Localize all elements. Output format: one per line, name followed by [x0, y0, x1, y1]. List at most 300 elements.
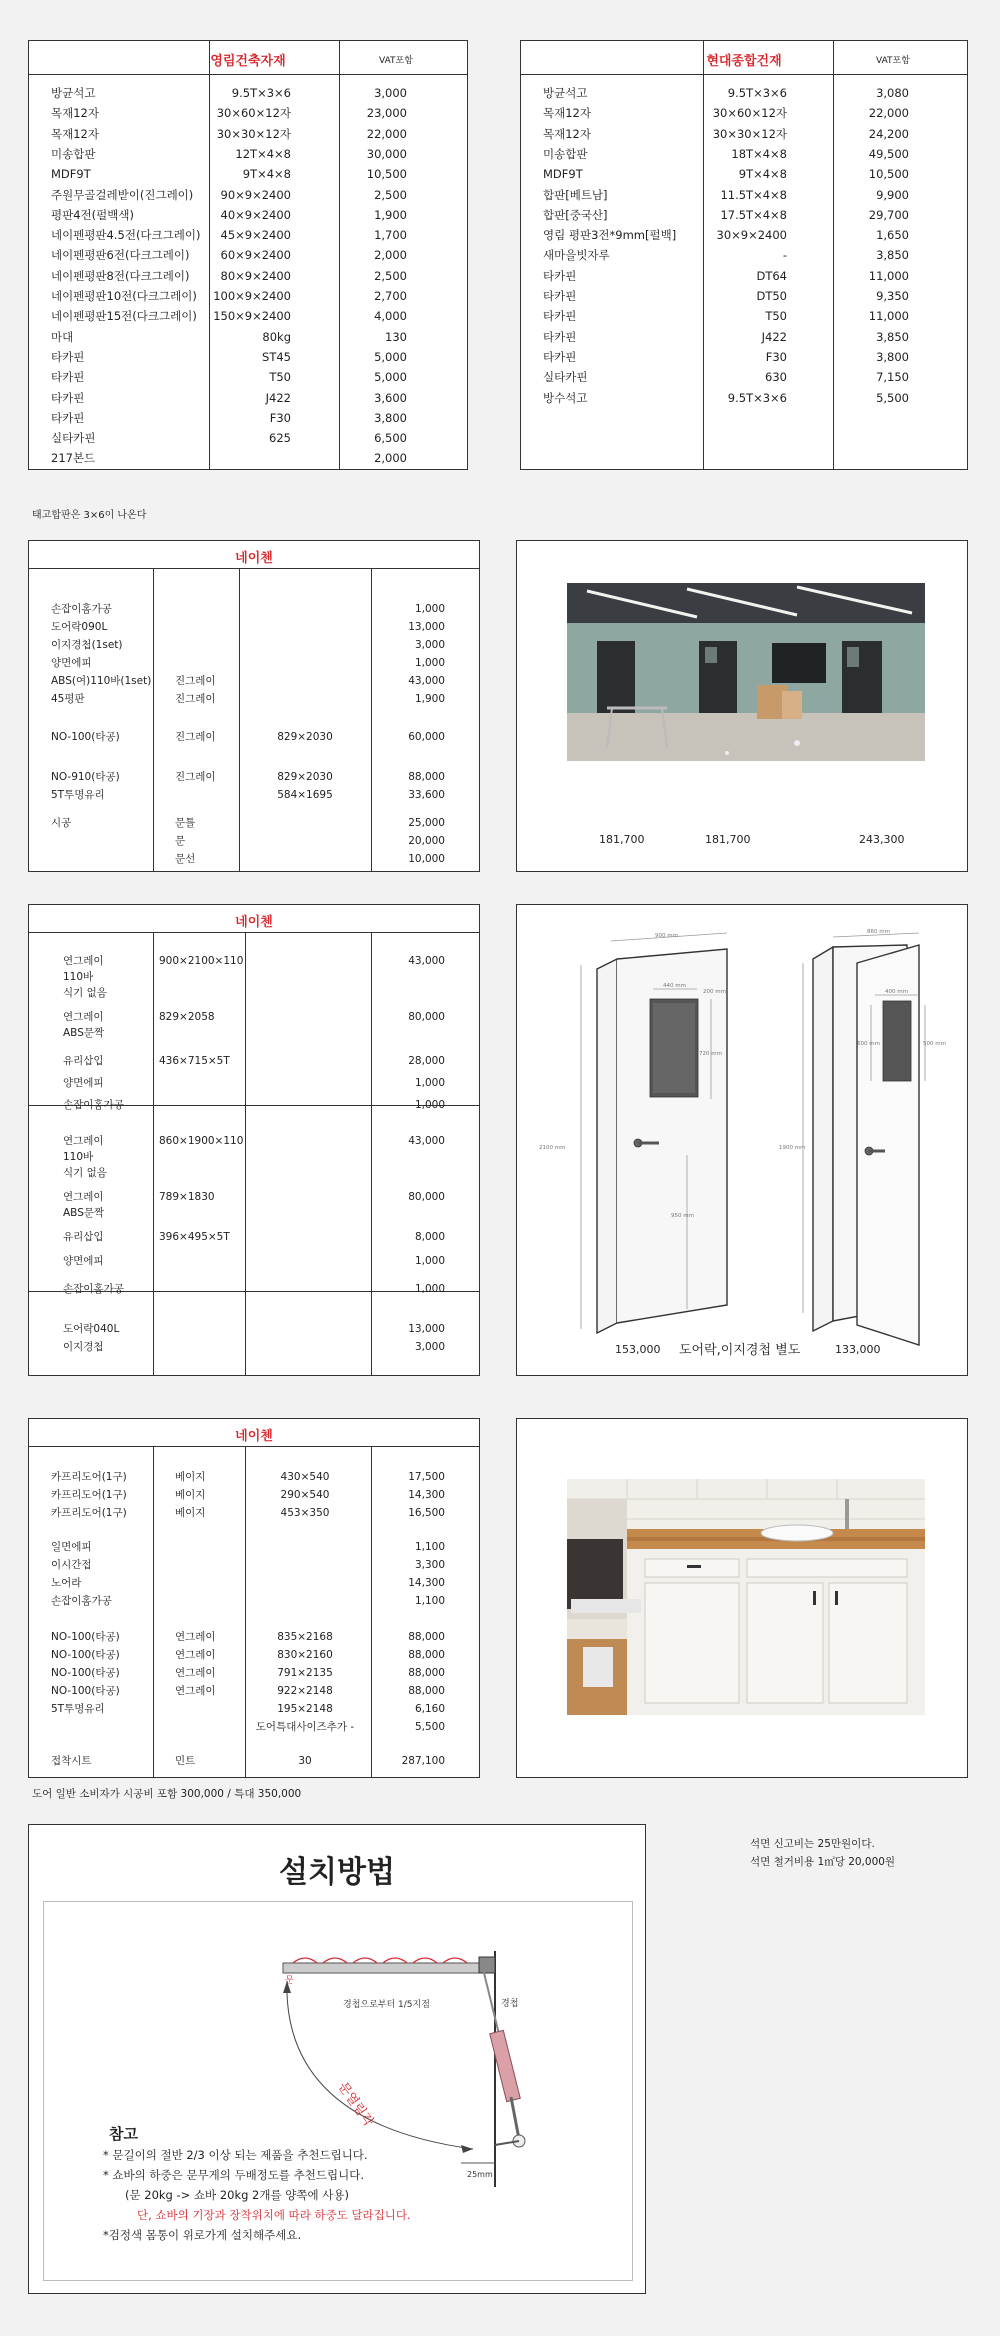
table-row	[29, 1227, 479, 1247]
item-color: 연그레이	[175, 1667, 216, 1679]
table-row	[29, 1699, 479, 1719]
item-price: 11,000	[868, 309, 909, 324]
item-price: 13,000	[408, 621, 445, 633]
item-price: 1,900	[374, 207, 407, 222]
item-spec: 150×9×2400	[213, 309, 291, 324]
item-price: 3,080	[876, 86, 909, 100]
table-row	[29, 124, 467, 144]
item-name: 이지경첩	[63, 1341, 104, 1353]
item-color: 민트	[175, 1755, 196, 1767]
installation-guide-panel	[28, 1824, 646, 2294]
item-name: 타카핀	[543, 309, 577, 324]
svg-text:1900 mm: 1900 mm	[779, 1145, 806, 1151]
price-table-younglim	[28, 40, 468, 470]
item-name: 합판[중국산]	[543, 207, 608, 222]
item-color: 연그레이	[175, 1685, 216, 1697]
table-row	[29, 767, 479, 787]
item-price: 3,000	[374, 86, 407, 100]
item-price: 23,000	[366, 106, 407, 121]
office-doors-photo	[567, 583, 925, 761]
item-price: 29,700	[868, 207, 909, 222]
item-price: 2,500	[374, 268, 407, 283]
item-name: ABS문짝	[63, 1027, 105, 1039]
table-header	[29, 41, 467, 75]
item-color: 연그레이	[175, 1631, 216, 1643]
item-name: 접착시트	[51, 1755, 92, 1767]
item-price: 43,000	[408, 675, 445, 687]
item-name: 카프리도어(1구)	[51, 1489, 127, 1501]
item-name: 네이펜평판15전(다크그레이)	[51, 309, 197, 324]
item-price: 9,900	[876, 187, 909, 202]
price-table-naichen-3	[28, 1418, 480, 1778]
item-spec: 30×30×12자	[712, 126, 787, 141]
photo-panel-kitchen	[516, 1418, 968, 1778]
table-title: 네이첸	[235, 1429, 273, 1444]
item-spec: J422	[265, 390, 291, 405]
table-row	[521, 388, 967, 408]
table-row	[521, 327, 967, 347]
item-color: 베이지	[175, 1471, 206, 1483]
table-row	[29, 347, 467, 367]
item-size: 789×1830	[159, 1191, 215, 1203]
table-row	[29, 1751, 479, 1771]
item-price: 88,000	[408, 771, 445, 783]
item-price: 287,100	[401, 1755, 445, 1767]
item-name: 새마을빗자루	[543, 248, 610, 263]
item-color: 베이지	[175, 1489, 206, 1501]
table-row	[521, 144, 967, 164]
item-size: 도어특대사이즈추가 -	[255, 1721, 355, 1733]
item-name: 합판[베트남]	[543, 187, 608, 202]
item-name: 110바	[63, 1151, 94, 1163]
item-spec: F30	[269, 410, 291, 425]
table-row	[521, 286, 967, 306]
table-row	[29, 1251, 479, 1271]
item-price: 8,000	[414, 1231, 445, 1243]
item-size: 829×2030	[277, 731, 333, 743]
table-row	[521, 225, 967, 245]
item-size: 791×2135	[277, 1667, 333, 1679]
table-row	[29, 388, 467, 408]
table-row	[29, 83, 467, 103]
item-color: 베이지	[175, 1507, 206, 1519]
item-name: 노어라	[51, 1577, 82, 1589]
table-row	[29, 408, 467, 428]
item-price: 1,000	[414, 1077, 445, 1089]
item-name: 네이펜평판8전(다크그레이)	[51, 268, 190, 283]
item-price: 2,500	[374, 187, 407, 202]
item-price: 43,000	[408, 955, 445, 967]
item-price: 4,000	[374, 309, 407, 324]
table-row	[29, 1467, 479, 1487]
item-name: 연그레이	[63, 1135, 104, 1147]
item-name: 목재12자	[51, 126, 99, 141]
item-price: 2,000	[374, 248, 407, 263]
item-price: 30,000	[366, 146, 407, 161]
svg-text:경첩으로부터 1/5지점: 경첩으로부터 1/5지점	[343, 2000, 430, 2010]
price-table-naichen-2	[28, 904, 480, 1376]
item-size: 900×2100×110	[159, 955, 244, 967]
item-spec: 100×9×2400	[213, 289, 291, 303]
item-name: 카프리도어(1구)	[51, 1507, 127, 1519]
table-row	[29, 205, 467, 225]
item-spec: 11.5T×4×8	[720, 187, 787, 202]
item-price: 80,000	[408, 1191, 445, 1203]
item-name: 도어락090L	[51, 621, 108, 633]
svg-text:문열림각: 문열림각	[334, 2079, 376, 2130]
item-name: 미송합판	[543, 146, 588, 161]
item-size: 830×2160	[277, 1649, 333, 1661]
item-price: 6,160	[414, 1703, 445, 1715]
svg-text:문: 문	[285, 1976, 294, 1986]
item-name: 도어락040L	[63, 1323, 120, 1335]
item-name: 식기 없음	[63, 987, 107, 999]
item-spec: 60×9×2400	[220, 248, 291, 263]
item-size: 436×715×5T	[159, 1055, 230, 1067]
item-price: 80,000	[408, 1011, 445, 1023]
table-row	[521, 124, 967, 144]
table-row	[521, 83, 967, 103]
table-row	[521, 205, 967, 225]
item-name: ABS(여)110바(1set)	[51, 675, 152, 687]
item-spec: 30×60×12자	[216, 106, 291, 121]
item-name: 실타카핀	[543, 370, 588, 385]
item-name: 목재12자	[543, 106, 591, 121]
ref-line-2: * 쇼바의 하중은 문무게의 두배정도를 추천드립니다.	[103, 2168, 364, 2182]
item-name: 연그레이	[63, 955, 104, 967]
item-price: 1,900	[414, 693, 445, 705]
photo-price-3: 243,300	[859, 833, 905, 846]
item-name: 영림 평판3전*9mm[펄백]	[543, 228, 677, 243]
item-color: 문	[175, 835, 186, 847]
table-row	[29, 1503, 479, 1523]
table-row	[29, 1717, 479, 1737]
table-row	[29, 671, 479, 691]
item-price: 1,000	[414, 1255, 445, 1267]
svg-text:440 mm: 440 mm	[663, 983, 686, 989]
item-name: 유리삽입	[63, 1231, 104, 1243]
item-name: 방수석고	[543, 390, 588, 405]
plywood-note: 태고합판은 3×6이 나온다	[32, 510, 147, 521]
door-dimension-diagram	[517, 905, 969, 1375]
item-spec: 80×9×2400	[220, 268, 291, 283]
svg-text:200 mm: 200 mm	[703, 989, 726, 995]
svg-text:950 mm: 950 mm	[671, 1213, 694, 1219]
item-name: 217본드	[51, 451, 96, 466]
table-title: 네이첸	[235, 551, 273, 566]
item-name: 양면에피	[63, 1255, 104, 1267]
table-row	[29, 1627, 479, 1647]
item-price: 1,100	[414, 1541, 445, 1553]
table-title: 현대종합건재	[706, 54, 782, 69]
svg-text:860 mm: 860 mm	[867, 929, 890, 935]
install-title: 설치방법	[279, 1855, 395, 1890]
item-price: 14,300	[408, 1577, 445, 1589]
item-price: 28,000	[408, 1055, 445, 1067]
item-name: 실타카핀	[51, 431, 96, 446]
item-size: 396×495×5T	[159, 1231, 230, 1243]
item-color: 문틀	[175, 817, 196, 829]
item-spec: 625	[269, 431, 291, 446]
item-spec: 9T×4×8	[242, 167, 291, 182]
item-price: 88,000	[408, 1631, 445, 1643]
item-price: 5,500	[414, 1721, 445, 1733]
item-name: 타카핀	[51, 370, 85, 385]
item-price: 9,350	[876, 289, 909, 303]
table-row	[29, 428, 467, 448]
item-price: 1,700	[374, 228, 407, 243]
table-row	[29, 599, 479, 619]
table-row	[29, 306, 467, 326]
ref-line-4: 단, 쇼바의 기장과 장착위치에 따라 하중도 달라집니다.	[137, 2208, 411, 2222]
item-price: 3,850	[876, 248, 909, 263]
item-name: 주원무골걸레받이(진그레이)	[51, 187, 194, 202]
item-spec: 9.5T×3×6	[727, 86, 787, 100]
vat-label: VAT포함	[876, 56, 910, 66]
item-spec: 630	[765, 370, 787, 385]
item-name: 타카핀	[543, 349, 577, 364]
table-title: 영림건축자재	[210, 54, 286, 69]
item-spec: 9.5T×3×6	[231, 86, 291, 100]
item-spec: 30×30×12자	[216, 126, 291, 141]
svg-text:600 mm: 600 mm	[857, 1041, 880, 1047]
item-price: 3,300	[414, 1559, 445, 1571]
item-name: 방균석고	[543, 86, 588, 100]
table-title: 네이첸	[235, 915, 273, 930]
table-row	[29, 689, 479, 709]
item-name: 시공	[51, 817, 72, 829]
item-spec: T50	[269, 370, 291, 385]
item-price: 3,000	[414, 1341, 445, 1353]
table-row	[29, 1555, 479, 1575]
item-name: 방균석고	[51, 86, 96, 100]
item-spec: 90×9×2400	[220, 187, 291, 202]
price-table-hyundai	[520, 40, 968, 470]
item-name: 목재12자	[51, 106, 99, 121]
item-price: 3,000	[414, 639, 445, 651]
item-name: NO-100(타공)	[51, 1631, 120, 1643]
item-size: 860×1900×110	[159, 1135, 244, 1147]
item-spec: 45×9×2400	[220, 228, 291, 243]
item-name: 식기 없음	[63, 1167, 107, 1179]
item-spec: 80kg	[262, 329, 291, 344]
item-price: 2,000	[374, 451, 407, 466]
table-row	[521, 245, 967, 265]
table-row	[521, 367, 967, 387]
table-row	[521, 185, 967, 205]
asbestos-note-2: 석면 철거비용 1㎡당 20,000원	[750, 1856, 896, 1868]
item-name: 손잡이홈가공	[63, 1283, 124, 1295]
item-name: 마대	[51, 329, 74, 344]
item-name: 이지경첩(1set)	[51, 639, 123, 651]
table-row	[29, 653, 479, 673]
item-price: 49,500	[868, 146, 909, 161]
table-row	[29, 1645, 479, 1665]
item-size: 195×2148	[277, 1703, 333, 1715]
item-price: 6,500	[374, 431, 407, 446]
table-row	[29, 245, 467, 265]
item-name: NO-100(타공)	[51, 731, 120, 743]
item-size: 290×540	[280, 1489, 330, 1501]
item-spec: 30×9×2400	[716, 228, 787, 243]
table-row	[29, 327, 467, 347]
item-name: 미송합판	[51, 146, 96, 161]
item-name: 손잡이홈가공	[63, 1099, 124, 1111]
item-price: 7,150	[876, 370, 909, 385]
item-spec: 30×60×12자	[712, 106, 787, 121]
item-spec: 40×9×2400	[220, 207, 291, 222]
item-price: 10,500	[868, 167, 909, 182]
table-row	[29, 983, 479, 1003]
item-size: 453×350	[280, 1507, 330, 1519]
item-name: 타카핀	[543, 268, 577, 283]
kitchen-cabinet-photo	[567, 1479, 925, 1715]
item-price: 3,800	[374, 410, 407, 425]
item-spec: 12T×4×8	[235, 146, 291, 161]
table-row	[29, 1337, 479, 1357]
table-row	[29, 367, 467, 387]
item-name: 연그레이	[63, 1191, 104, 1203]
price-table-naichen-1	[28, 540, 480, 872]
item-spec: F30	[765, 349, 787, 364]
table-row	[29, 1163, 479, 1183]
item-name: 45평판	[51, 693, 85, 705]
table-row	[29, 185, 467, 205]
table-row	[29, 813, 479, 833]
item-price: 88,000	[408, 1667, 445, 1679]
item-color: 문선	[175, 853, 196, 865]
table-row	[29, 1485, 479, 1505]
table-row	[29, 617, 479, 637]
item-color: 연그레이	[175, 1649, 216, 1661]
table-row	[29, 727, 479, 747]
item-price: 1,000	[414, 603, 445, 615]
item-name: 연그레이	[63, 1011, 104, 1023]
table-row	[29, 103, 467, 123]
item-name: 양면에피	[63, 1077, 104, 1089]
item-spec: 9.5T×3×6	[727, 390, 787, 405]
item-name: 일면에피	[51, 1541, 92, 1553]
table-row	[29, 1681, 479, 1701]
item-price: 2,700	[374, 289, 407, 303]
item-price: 17,500	[408, 1471, 445, 1483]
asbestos-note-1: 석면 신고비는 25만원이다.	[750, 1838, 875, 1850]
diagram-price-right: 133,000	[835, 1343, 881, 1356]
table-row	[29, 1203, 479, 1223]
item-spec: 17.5T×4×8	[720, 207, 787, 222]
item-price: 16,500	[408, 1507, 445, 1519]
item-spec: DT64	[756, 268, 787, 283]
item-size: 829×2030	[277, 771, 333, 783]
item-name: MDF9T	[543, 167, 583, 182]
table-row	[29, 1663, 479, 1683]
item-name: 손잡이홈가공	[51, 603, 112, 615]
item-price: 5,000	[374, 349, 407, 364]
item-price: 22,000	[366, 126, 407, 141]
table-row	[29, 1095, 479, 1115]
photo-price-2: 181,700	[705, 833, 751, 846]
item-name: 양면에피	[51, 657, 92, 669]
item-name: 타카핀	[51, 349, 85, 364]
diagram-price-left: 153,000	[615, 1343, 661, 1356]
table-row	[521, 103, 967, 123]
table-row	[29, 785, 479, 805]
item-name: ABS문짝	[63, 1207, 105, 1219]
item-price: 88,000	[408, 1649, 445, 1661]
item-price: 3,600	[374, 390, 407, 405]
svg-text:25mm: 25mm	[467, 2170, 493, 2179]
item-size: 584×1695	[277, 789, 333, 801]
item-spec: 9T×4×8	[738, 167, 787, 182]
item-name: 타카핀	[543, 289, 577, 303]
door-price-note: 도어 일반 소비자가 시공비 포함 300,000 / 특대 350,000	[32, 1788, 302, 1800]
table-row	[29, 1537, 479, 1557]
item-name: 5T투명유리	[51, 789, 105, 801]
item-price: 43,000	[408, 1135, 445, 1147]
table-row	[29, 1073, 479, 1093]
table-row	[29, 1051, 479, 1071]
item-price: 3,850	[876, 329, 909, 344]
item-size: 430×540	[280, 1471, 330, 1483]
table-row	[29, 448, 467, 468]
table-row	[29, 225, 467, 245]
svg-text:900 mm: 900 mm	[655, 933, 678, 939]
svg-text:720 mm: 720 mm	[699, 1051, 722, 1057]
item-name: 네이펜평판6전(다크그레이)	[51, 248, 190, 263]
item-price: 22,000	[868, 106, 909, 121]
item-price: 10,500	[366, 167, 407, 182]
table-row	[521, 266, 967, 286]
item-color: 진그레이	[175, 693, 216, 705]
svg-text:경첩: 경첩	[501, 1999, 519, 2009]
item-spec: ST45	[262, 349, 291, 364]
item-name: 유리삽입	[63, 1055, 104, 1067]
item-price: 5,500	[876, 390, 909, 405]
item-price: 33,600	[408, 789, 445, 801]
table-row	[29, 1573, 479, 1593]
item-spec: DT50	[756, 289, 787, 303]
item-color: 진그레이	[175, 771, 216, 783]
svg-text:2100 mm: 2100 mm	[539, 1145, 566, 1151]
table-row	[29, 164, 467, 184]
table-row	[29, 144, 467, 164]
photo-panel-office-doors	[516, 540, 968, 872]
item-name: 110바	[63, 971, 94, 983]
table-row	[29, 1023, 479, 1043]
item-name: MDF9T	[51, 167, 91, 182]
door-diagram-panel	[516, 904, 968, 1376]
diagram-caption: 도어락,이지경첩 별도	[679, 1343, 801, 1358]
item-spec: J422	[761, 329, 787, 344]
item-price: 1,100	[414, 1595, 445, 1607]
table-row	[521, 164, 967, 184]
ref-line-1: * 문길이의 절반 2/3 이상 되는 제품을 추천드립니다.	[103, 2148, 368, 2162]
item-spec: T50	[765, 309, 787, 324]
item-price: 24,200	[868, 126, 909, 141]
table-row	[29, 1591, 479, 1611]
item-name: 타카핀	[51, 410, 85, 425]
item-price: 5,000	[374, 370, 407, 385]
table-row	[29, 1279, 479, 1299]
item-price: 10,000	[408, 853, 445, 865]
table-header	[521, 41, 967, 75]
svg-text:500 mm: 500 mm	[923, 1041, 946, 1047]
item-name: 네이펜평판4.5전(다크그레이)	[51, 228, 201, 243]
table-row	[29, 635, 479, 655]
item-name: NO-910(타공)	[51, 771, 120, 783]
item-name: 5T투명유리	[51, 1703, 105, 1715]
item-color: 진그레이	[175, 731, 216, 743]
